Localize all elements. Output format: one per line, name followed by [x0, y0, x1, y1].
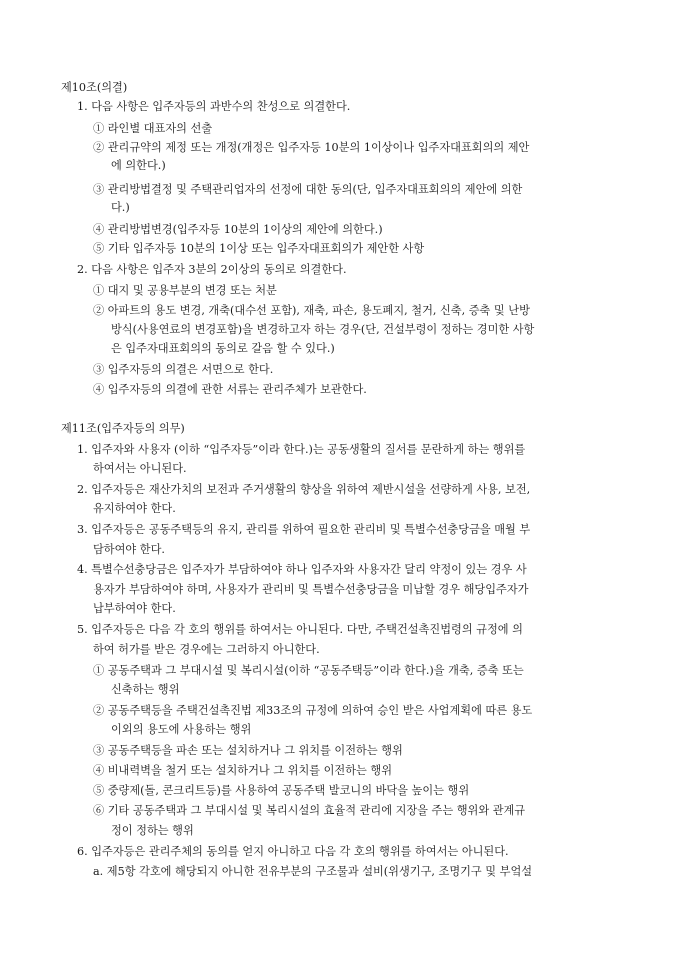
article-11-item-6: 6. 입주자등은 관리주체의 동의를 얻지 아니하고 다음 각 호의 행위를 하여서는 아니된다.: [77, 845, 509, 858]
article-11-item-3: 3. 입주자등은 공동주택등의 유지, 관리를 위하여 필요한 관리비 및 특별수선충당금을 매월 부: [77, 523, 531, 536]
article-10-item-1-sub-1: ① 라인별 대표자의 선출: [93, 122, 213, 135]
article-11-item-4-cont-1: 용자가 부담하여야 하며, 사용자가 관리비 및 특별수선충당금을 미납할 경우 해당입주자가: [93, 583, 529, 596]
article-11-item-5-sub-3: ③ 공동주택등을 파손 또는 설치하거나 그 위치를 이전하는 행위: [93, 744, 403, 757]
article-11-item-5-sub-1-cont: 신축하는 행위: [111, 683, 180, 696]
article-10-item-1-sub-3-cont: 다.): [111, 201, 130, 214]
article-10-item-2-sub-4: ④ 입주자등의 의결에 관한 서류는 관리주체가 보관한다.: [93, 383, 367, 396]
article-11-item-2: 2. 입주자등은 재산가치의 보전과 주거생활의 향상을 위하여 제반시설을 선량하게 사용, 보전,: [77, 483, 531, 496]
article-11-item-2-cont: 유지하여야 한다.: [93, 502, 176, 515]
article-10-item-2-sub-3: ③ 입주자등의 의결은 서면으로 한다.: [93, 363, 274, 376]
article-11-item-1: 1. 입주자와 사용자 (이하 “입주자등”이라 한다.)는 공동생활의 질서를 문란하게 하는 행위를: [77, 443, 526, 456]
article-11-item-6-sub-a: a. 제5항 각호에 해당되지 아니한 전유부분의 구조물과 설비(위생기구, 조명기구 및 부엌설: [93, 865, 533, 878]
article-11-item-5-sub-6-cont: 정이 정하는 행위: [111, 824, 194, 837]
article-11-item-5-sub-1: ① 공동주택과 그 부대시설 및 복리시설(이하 “공동주택등”이라 한다.)을 개축, 증축 또는: [93, 664, 524, 677]
article-11-item-5-sub-6: ⑥ 기타 공동주택과 그 부대시설 및 복리시설의 효율적 관리에 지장을 주는 행위와 관계규: [93, 804, 526, 817]
article-11-item-5-cont: 하여 허가를 받은 경우에는 그러하지 아니한다.: [93, 643, 320, 656]
article-11-title: 제11조(입주자등의 의무): [61, 422, 185, 435]
article-10-item-1-sub-5: ⑤ 기타 입주자등 10분의 1이상 또는 입주자대표회의가 제안한 사항: [93, 242, 425, 255]
article-10-item-2-sub-2-cont-1: 방식(사용연료의 변경포함)을 변경하고자 하는 경우(단, 건설부령이 정하는 경미한 사항: [111, 323, 535, 336]
article-10-item-2-sub-2: ② 아파트의 용도 변경, 개축(대수선 포함), 재축, 파손, 용도폐지, 철거, 신축, 증축 및 난방: [93, 304, 530, 317]
article-10-item-2-sub-1: ① 대지 및 공용부분의 변경 또는 처분: [93, 284, 277, 297]
article-10-item-1-sub-2-cont: 에 의한다.): [111, 159, 166, 172]
article-11-item-1-cont: 하여서는 아니된다.: [93, 462, 187, 475]
article-11-item-3-cont: 담하여야 한다.: [93, 543, 165, 556]
article-10-item-1-sub-4: ④ 관리방법변경(입주자등 10분의 1이상의 제안에 의한다.): [93, 223, 383, 236]
article-10-item-1-sub-3: ③ 관리방법결정 및 주택관리업자의 선정에 대한 동의(단, 입주자대표회의의 제안에 의한: [93, 183, 523, 196]
article-10-item-1-sub-2: ② 관리규약의 제정 또는 개정(개정은 입주자등 10분의 1이상이나 입주자대표회의의 제안: [93, 141, 530, 154]
article-10-item-2-sub-2-cont-2: 은 입주자대표회의의 동의로 갈음 할 수 있다.): [111, 342, 335, 355]
article-11-item-5-sub-4: ④ 비내력벽을 철거 또는 설치하거나 그 위치를 이전하는 행위: [93, 764, 393, 777]
article-11-item-4: 4. 특별수선충당금은 입주자가 부담하여야 하나 입주자와 사용자간 달리 약정이 있는 경우 사: [77, 563, 527, 576]
article-10-item-1: 1. 다음 사항은 입주자등의 과반수의 찬성으로 의결한다.: [77, 100, 351, 113]
article-11-item-5-sub-2: ② 공동주택등을 주택건설촉진법 제33조의 규정에 의하여 승인 받은 사업계획에 따른 용도: [93, 704, 533, 717]
article-11-item-5: 5. 입주자등은 다음 각 호의 행위를 하여서는 아니된다. 다만, 주택건설촉진법령의 규정에 의: [77, 623, 523, 636]
article-11-item-4-cont-2: 납부하여야 한다.: [93, 602, 176, 615]
article-11-item-5-sub-2-cont: 이외의 용도에 사용하는 행위: [111, 723, 252, 736]
article-10-title: 제10조(의결): [61, 81, 128, 94]
article-10-item-2: 2. 다음 사항은 입주자 3분의 2이상의 동의로 의결한다.: [77, 263, 347, 276]
article-11-item-5-sub-5: ⑤ 중량제(돌, 콘크리트등)를 사용하여 공동주택 발코니의 바닥을 높이는 행위: [93, 784, 470, 797]
